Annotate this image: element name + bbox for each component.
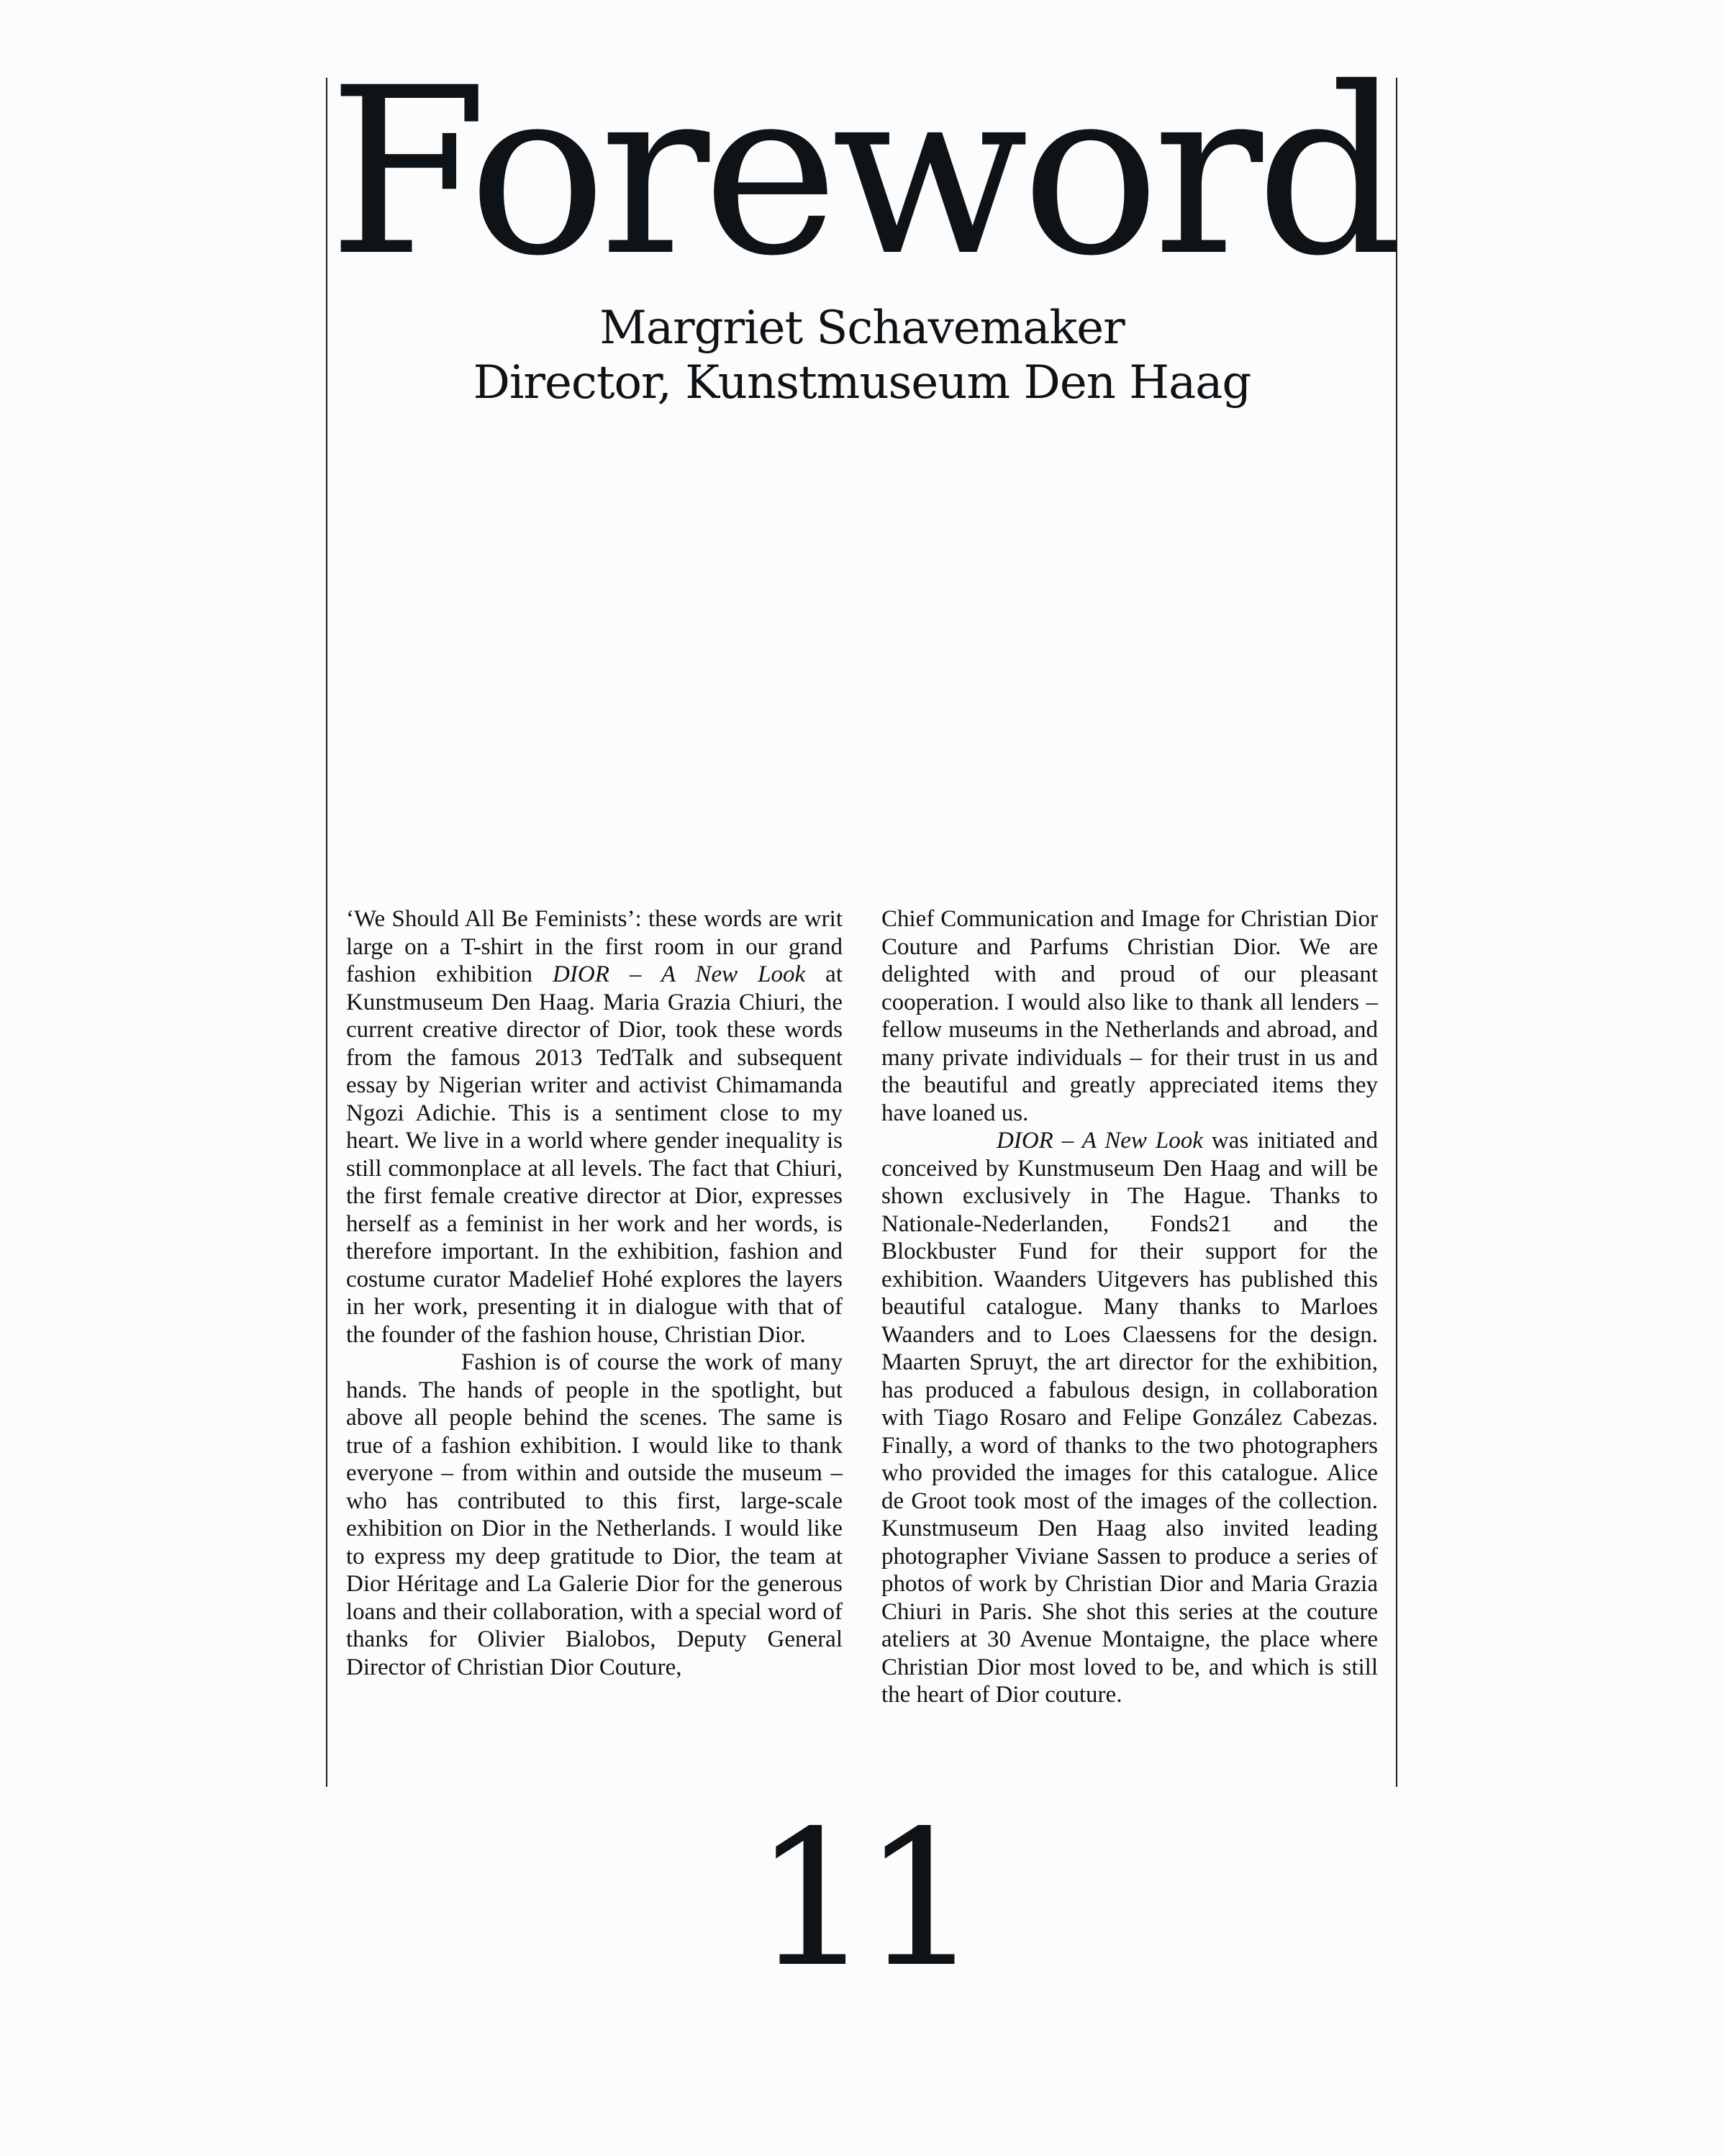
paragraph: Chief Communication and Image for Christian Dior Couture and Parfums Christian Dior. We are delighted with and proud of our pleasant cooperation. I would also like to thank all lenders – fellow museums in the Netherlands and abroad, and many private individuals – for their trust in us and the beautiful and greatly appreciated items they have loaned us. bbox=[881, 906, 1378, 1126]
page-title: Foreword bbox=[328, 39, 1396, 307]
paragraph-text: was initiated and conceived by Kunstmuseum Den Haag and will be shown exclusively in The Hague. Thanks to Nationale-Nederlanden, Fonds21 and the Blockbuster Fund for their support for the exhibition. Waanders Uitgevers has published this beautiful catalogue. Many thanks to Marloes Waanders and to Loes Claessens for the design. Maarten Spruyt, the art director for the exhibition, has produced a fabulous design, in collaboration with Tiago Rosaro and Felipe González Cabezas. Finally, a word of thanks to the two photographers who provided the images for this catalogue. Alice de Groot took most of the images of the collection. Kunstmuseum Den Haag also invited leading photographer Viviane Sassen to produce a series of photos of work by Christian Dior and Maria Grazia Chiuri in Paris. She shot this series at the couture ateliers at 30 Avenue Montaigne, the place where Christian Dior most loved to be, and which is still the heart of Dior couture. bbox=[881, 1128, 1378, 1708]
text-column-left bbox=[346, 905, 843, 1681]
author-byline bbox=[0, 301, 1724, 410]
paragraph bbox=[346, 905, 843, 1349]
paragraph-text: at Kunstmuseum Den Haag. Maria Grazia Chiuri, the current creative director of Dior, took these words from the famous 2013 TedTalk and subsequent essay by Nigerian writer and activist Chimamanda Ngozi Adichie. This is a sentiment close to my heart. We live in a world where gender inequality is still commonplace at all levels. The fact that Chiuri, the first female creative director at Dior, expresses herself as a feminist in her work and her words, is therefore important. In the exhibition, fashion and costume curator Madelief Hohé explores the layers in her work, presenting it in dialogue with that of the founder of the fashion house, Christian Dior. bbox=[346, 961, 843, 1348]
text-column-right bbox=[881, 905, 1378, 1709]
author-role: Director, Kunstmuseum Den Haag bbox=[473, 356, 1251, 409]
exhibition-title: DIOR – A New Look bbox=[553, 961, 806, 987]
page-number: 11 bbox=[753, 1791, 971, 2008]
paragraph bbox=[881, 1127, 1378, 1709]
paragraph: Fashion is of course the work of many hands. The hands of people in the spotlight, but above all people behind the scenes. The same is true of a fashion exhibition. I would like to thank everyone – from within and outside the museum – who has contributed to this first, large-scale exhibition on Dior in the Netherlands. I would like to express my deep gratitude to Dior, the team at Dior Héritage and La Galerie Dior for the generous loans and their collaboration, with a special word of thanks for Olivier Bialobos, Deputy General Director of Christian Dior Couture, bbox=[346, 1349, 843, 1680]
exhibition-title: DIOR – A New Look bbox=[997, 1128, 1203, 1154]
paragraph-text: ‘We Should All Be Feminists’: these words are writ large on a T-shirt in the first room in our grand fashion exhibition bbox=[346, 906, 843, 987]
author-name: Margriet Schavemaker bbox=[599, 302, 1125, 355]
